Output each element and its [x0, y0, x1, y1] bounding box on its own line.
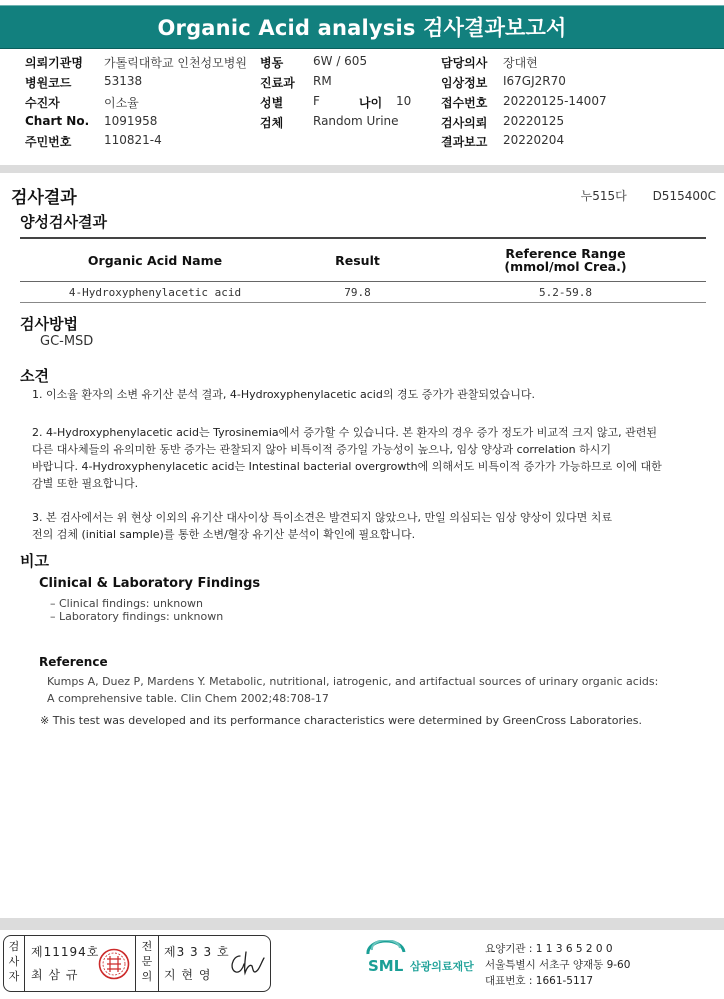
- finding-2-line-3: 바랍니다. 4-Hydroxyphenylacetic acid는 Intestinal bacterial overgrowth에 의해서도 비특이적 증가가 가능하므로 이에 대한: [32, 460, 662, 473]
- ward-value: 6W / 605: [313, 54, 368, 68]
- reference-header-line1: Reference Range: [505, 246, 626, 261]
- reference-line-1: Kumps A, Duez P, Mardens Y. Metabolic, nutritional, iatrogenic, and artifactual sources of urinary organic acids:: [47, 675, 659, 688]
- dept-value: RM: [313, 74, 332, 88]
- section-divider: [0, 165, 724, 173]
- results-heading: 검사결과: [11, 188, 77, 208]
- care-institution-code: 요양기관 : 1 1 3 6 5 2 0 0: [485, 943, 613, 955]
- result-code-1: 누515다: [580, 189, 627, 203]
- receipt-value: 20220125-14007: [503, 94, 607, 108]
- column-header-reference: [425, 238, 706, 282]
- age-label: 나이: [359, 96, 383, 110]
- sml-logo-icon: [364, 940, 409, 976]
- finding-3-line-1: 3. 본 검사에서는 위 현상 이외의 유기산 대사이상 특이소견은 발견되지 않았으나, 만일 의심되는 임상 양상이 있다면 치료: [32, 511, 612, 524]
- results-table: [20, 237, 706, 303]
- seal-stamp-icon: [98, 948, 130, 980]
- result-code-2: D515400C: [652, 189, 716, 203]
- footer-divider: [0, 918, 724, 930]
- positive-results-heading: 양성검사결과: [20, 213, 107, 231]
- handwritten-signature-icon: [226, 948, 266, 978]
- reference-line-2: A comprehensive table. Clin Chem 2002;48:708-17: [47, 692, 329, 705]
- patient-info-block: [0, 54, 724, 154]
- method-value: GC-MSD: [40, 334, 94, 349]
- chart-label: Chart No.: [25, 114, 90, 128]
- hospital-code-label: 병원코드: [25, 76, 72, 90]
- resident-label: 주민번호: [25, 135, 72, 149]
- reference-header-line2: (mmol/mol Crea.): [504, 259, 627, 274]
- request-date-value: 20220125: [503, 114, 565, 128]
- patient-label: 수진자: [25, 96, 60, 110]
- result-value-cell: 79.8: [290, 282, 425, 303]
- doctor-value: 장대현: [503, 56, 538, 70]
- lab-contact-info: [485, 941, 630, 989]
- findings-heading: 소견: [20, 367, 49, 385]
- specialist-vertical-label: 전 문 의: [141, 940, 153, 983]
- sex-label: 성별: [260, 96, 284, 110]
- clinical-findings-item: – Clinical findings: unknown: [50, 597, 203, 610]
- chart-value: 1091958: [104, 114, 158, 128]
- finding-paragraph-2: [32, 424, 708, 492]
- ward-label: 병동: [260, 56, 284, 70]
- report-date-value: 20220204: [503, 133, 565, 147]
- tester-name: 최 삼 규: [31, 968, 79, 982]
- clinical-info-label: 임상정보: [441, 76, 488, 90]
- specialist-license: 제3 3 3 호: [164, 945, 230, 959]
- age-value: 10: [396, 94, 412, 108]
- sex-value: F: [313, 94, 320, 108]
- patient-value: 이소율: [104, 96, 139, 110]
- report-title-bar: [0, 5, 724, 49]
- request-label: 검사의뢰: [441, 116, 488, 130]
- divider: [135, 936, 136, 991]
- reference-range-cell: 5.2-59.8: [425, 282, 706, 303]
- doctor-label: 담당의사: [441, 56, 488, 70]
- lab-phone: 대표번호 : 1661-5117: [485, 975, 594, 987]
- resident-value: 110821-4: [104, 133, 162, 147]
- disclaimer-note: ※ This test was developed and its performance characteristics were determined by GreenCross Laboratories.: [40, 714, 643, 727]
- table-row: [20, 282, 706, 303]
- clinical-info-value: I67GJ2R70: [503, 74, 566, 88]
- reference-heading: Reference: [39, 655, 108, 669]
- method-heading: 검사방법: [20, 315, 78, 333]
- dept-label: 진료과: [260, 76, 295, 90]
- column-header-result: Result: [290, 238, 425, 282]
- finding-2-line-2: 다른 대사체들의 유의미한 동반 증가는 관찰되지 않아 비특이적 증가일 가능성이 높으나, 임상 양상과 correlation 하시기: [32, 443, 612, 456]
- brand-name: 삼광의료재단: [410, 960, 474, 973]
- finding-paragraph-1: 1. 이소율 환자의 소변 유기산 분석 결과, 4-Hydroxyphenylacetic acid의 경도 증가가 관찰되었습니다.: [32, 388, 535, 401]
- remarks-heading: 비고: [20, 552, 49, 570]
- finding-paragraph-3: [32, 509, 708, 543]
- result-codes: [559, 187, 716, 204]
- column-header-name: Organic Acid Name: [20, 238, 290, 282]
- logo-text: SML: [368, 957, 404, 975]
- institution-label: 의뢰기관명: [25, 56, 83, 70]
- laboratory-findings-item: – Laboratory findings: unknown: [50, 610, 224, 623]
- finding-2-line-4: 감별 또한 필요합니다.: [32, 477, 139, 490]
- specimen-label: 검체: [260, 116, 284, 130]
- institution-value: 가톨릭대학교 인천성모병원: [104, 56, 247, 70]
- lab-address: 서울특별시 서초구 양재동 9-60: [485, 959, 631, 971]
- divider: [158, 936, 159, 991]
- organic-acid-name-cell: 4-Hydroxyphenylacetic acid: [20, 282, 290, 303]
- report-title: Organic Acid analysis 검사결과보고서: [157, 16, 567, 40]
- tester-vertical-label: 검 사 자: [8, 940, 20, 983]
- divider: [24, 936, 25, 991]
- finding-3-line-2: 전의 검체 (initial sample)를 통한 소변/혈장 유기산 분석이 확인에 필요합니다.: [32, 528, 416, 541]
- finding-2-line-1: 2. 4-Hydroxyphenylacetic acid는 Tyrosinemia에서 증가할 수 있습니다. 본 환자의 경우 증가 정도가 비교적 크지 않고, 관련된: [32, 426, 658, 439]
- signature-box: [3, 935, 271, 992]
- specimen-value: Random Urine: [313, 114, 399, 128]
- clinical-findings-heading: Clinical & Laboratory Findings: [39, 576, 261, 591]
- specialist-name: 지 현 영: [164, 968, 212, 982]
- receipt-label: 접수번호: [441, 96, 488, 110]
- hospital-code-value: 53138: [104, 74, 143, 88]
- table-header-row: [20, 238, 706, 282]
- tester-license: 제11194호: [31, 945, 100, 959]
- report-label: 결과보고: [441, 135, 488, 149]
